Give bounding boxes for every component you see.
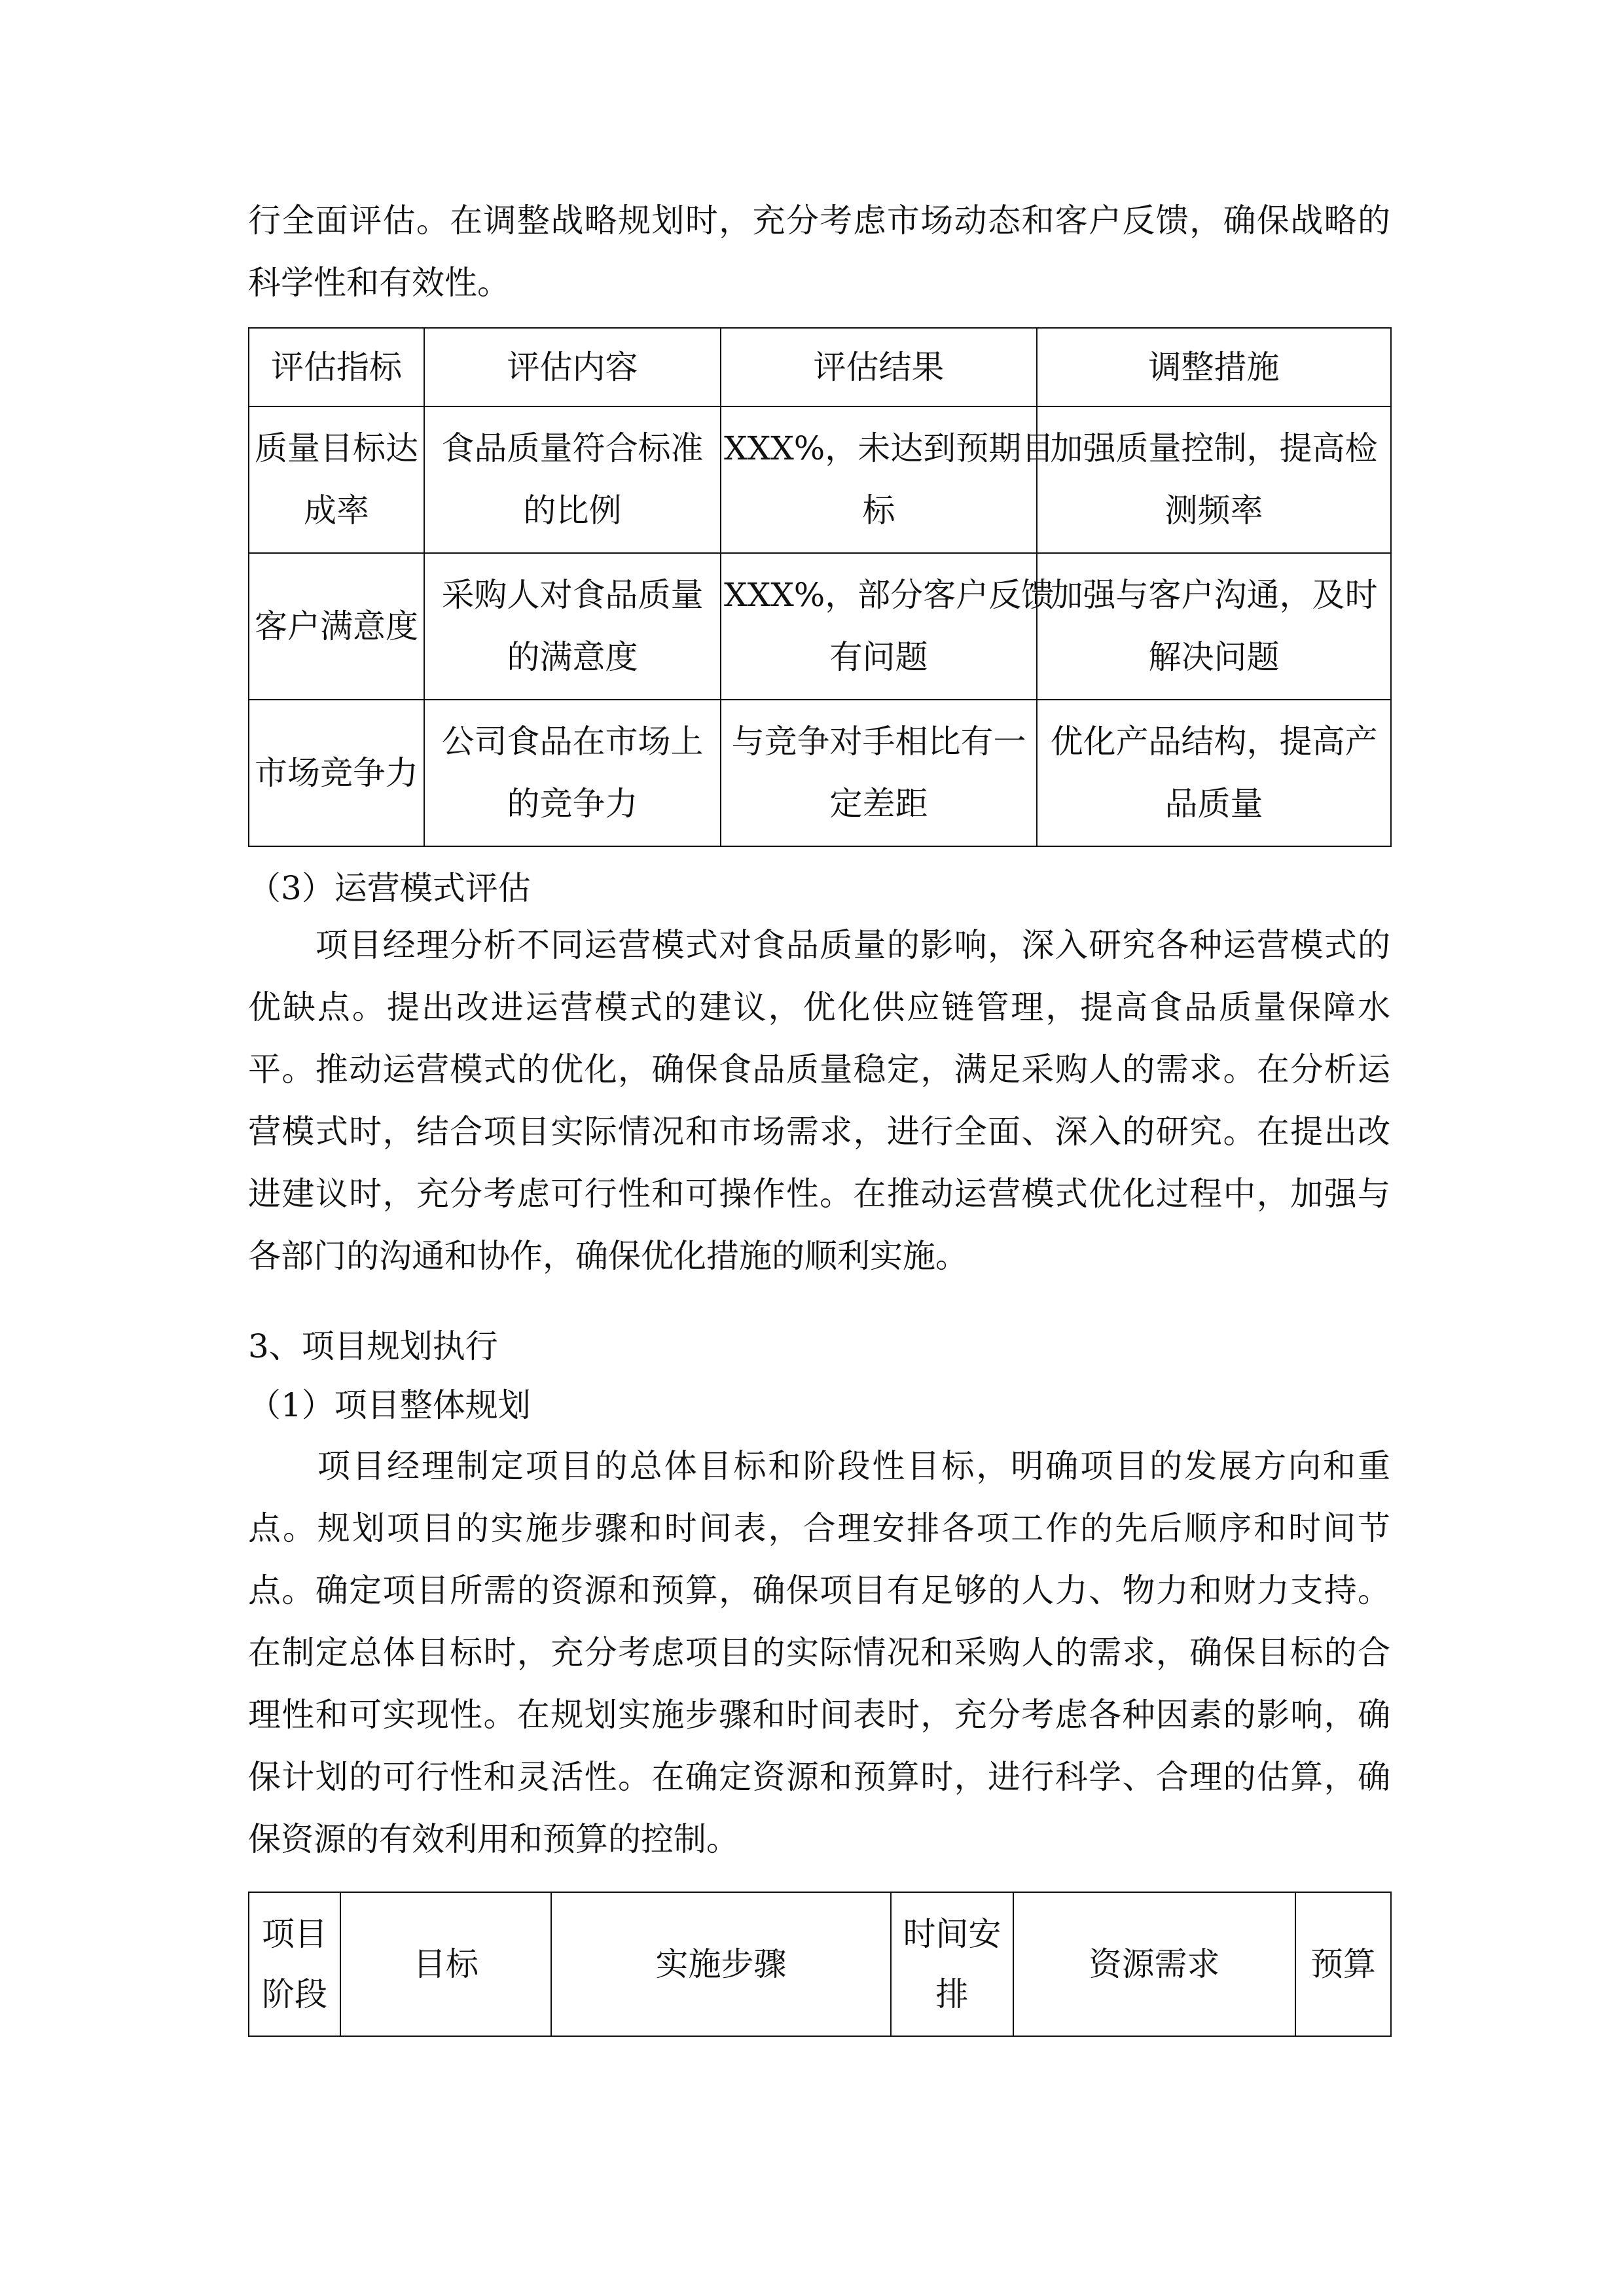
overall-planning-paragraph	[248, 1435, 1390, 1871]
table-cell	[424, 700, 721, 846]
text-line: 各部门的沟通和协作，确保优化措施的顺利实施。	[248, 1237, 968, 1275]
project-plan-table	[248, 1892, 1392, 2037]
cell-text-line: 时间安	[903, 1915, 1001, 1953]
cell-text-line: 调整措施	[1148, 348, 1280, 386]
intro-paragraph	[248, 190, 1390, 314]
cell-text-line: 阶段	[262, 1975, 327, 2013]
cell-text-line: 质量目标达	[255, 429, 418, 467]
header-cell	[1037, 328, 1391, 406]
text-line: 进建议时，充分考虑可行性和可操作性。在推动运营模式优化过程中，加强与	[248, 1175, 1390, 1213]
header-cell	[721, 328, 1037, 406]
cell-text-line: XXX%，部分客户反馈	[724, 576, 1055, 614]
header-cell	[249, 328, 424, 406]
cell-text-line: XXX%，未达到预期目	[724, 429, 1055, 467]
evaluation-table	[248, 327, 1392, 847]
text-line: 项目经理分析不同运营模式对食品质量的影响，深入研究各种运营模式的	[248, 926, 1390, 964]
table-cell	[1037, 553, 1391, 700]
cell-text-line: 目标	[413, 1945, 478, 1983]
cell-text-line: 评估内容	[507, 348, 638, 386]
cell-text-line: 定差距	[829, 785, 928, 823]
table-row	[249, 553, 1391, 700]
table-cell	[249, 553, 424, 700]
cell-text-line: 的满意度	[507, 638, 638, 676]
cell-text-line: 评估结果	[813, 348, 945, 386]
header-cell	[551, 1892, 891, 2036]
cell-text-line: 加强与客户沟通，及时	[1050, 576, 1378, 614]
cell-text-line: 资源需求	[1089, 1945, 1220, 1983]
chapter-heading-project-planning: 3、项目规划执行	[248, 1327, 498, 1365]
table-cell	[249, 700, 424, 846]
text-line: 营模式时，结合项目实际情况和市场需求，进行全面、深入的研究。在提出改	[248, 1113, 1390, 1151]
table-cell	[249, 406, 424, 553]
table-cell	[424, 406, 721, 553]
cell-text-line: 排	[935, 1975, 969, 2013]
section-heading-operation-model: （3）运营模式评估	[248, 869, 531, 907]
operation-model-paragraph	[248, 914, 1390, 1287]
cell-text-line: 公司食品在市场上	[441, 723, 704, 761]
header-cell	[249, 1892, 340, 2036]
cell-text-line: 解决问题	[1148, 638, 1280, 676]
header-cell	[340, 1892, 551, 2036]
cell-text-line: 采购人对食品质量	[441, 576, 704, 614]
header-cell	[1295, 1892, 1391, 2036]
table-cell	[721, 700, 1037, 846]
sub-heading-overall-planning: （1）项目整体规划	[248, 1386, 531, 1424]
text-line: 科学性和有效性。	[248, 264, 510, 302]
table-row	[249, 406, 1391, 553]
text-line: 项目经理制定项目的总体目标和阶段性目标，明确项目的发展方向和重	[248, 1447, 1390, 1485]
cell-text-line: 的竞争力	[507, 785, 638, 823]
cell-text-line: 项目	[262, 1915, 327, 1953]
text-line: 保计划的可行性和灵活性。在确定资源和预算时，进行科学、合理的估算，确	[248, 1758, 1390, 1796]
text-line: 点。确定项目所需的资源和预算，确保项目有足够的人力、物力和财力支持。	[248, 1571, 1390, 1609]
table-cell	[424, 553, 721, 700]
cell-text-line: 成率	[304, 492, 369, 529]
header-cell	[891, 1892, 1013, 2036]
cell-text-line: 实施步骤	[655, 1945, 787, 1983]
table-cell	[1037, 406, 1391, 553]
header-cell	[424, 328, 721, 406]
cell-text-line: 与竞争对手相比有一	[731, 723, 1026, 761]
table-row	[249, 700, 1391, 846]
table-cell	[1037, 700, 1391, 846]
cell-text-line: 的比例	[523, 492, 622, 529]
text-line: 保资源的有效利用和预算的控制。	[248, 1820, 739, 1858]
table-cell	[721, 553, 1055, 700]
text-line: 优缺点。提出改进运营模式的建议，优化供应链管理，提高食品质量保障水	[248, 988, 1390, 1026]
text-line: 理性和可实现性。在规划实施步骤和时间表时，充分考虑各种因素的影响，确	[248, 1696, 1390, 1734]
cell-text-line: 客户满意度	[255, 607, 418, 645]
cell-text-line: 品质量	[1164, 785, 1263, 823]
cell-text-line: 有问题	[829, 638, 928, 676]
cell-text-line: 预算	[1310, 1945, 1376, 1983]
text-line: 在制定总体目标时，充分考虑项目的实际情况和采购人的需求，确保目标的合	[248, 1634, 1390, 1672]
text-line: 点。规划项目的实施步骤和时间表，合理安排各项工作的先后顺序和时间节	[248, 1509, 1390, 1547]
table-cell	[721, 406, 1055, 553]
text-line: 平。推动运营模式的优化，确保食品质量稳定，满足采购人的需求。在分析运	[248, 1050, 1390, 1088]
cell-text-line: 市场竞争力	[255, 753, 418, 792]
header-cell	[1013, 1892, 1295, 2036]
cell-text-line: 标	[862, 492, 895, 529]
cell-text-line: 优化产品结构，提高产	[1050, 723, 1378, 761]
cell-text-line: 食品质量符合标准	[441, 429, 704, 467]
cell-text-line: 评估指标	[271, 348, 402, 386]
text-line: 行全面评估。在调整战略规划时，充分考虑市场动态和客户反馈，确保战略的	[248, 202, 1390, 240]
cell-text-line: 加强质量控制，提高检	[1050, 429, 1378, 467]
cell-text-line: 测频率	[1164, 492, 1263, 529]
